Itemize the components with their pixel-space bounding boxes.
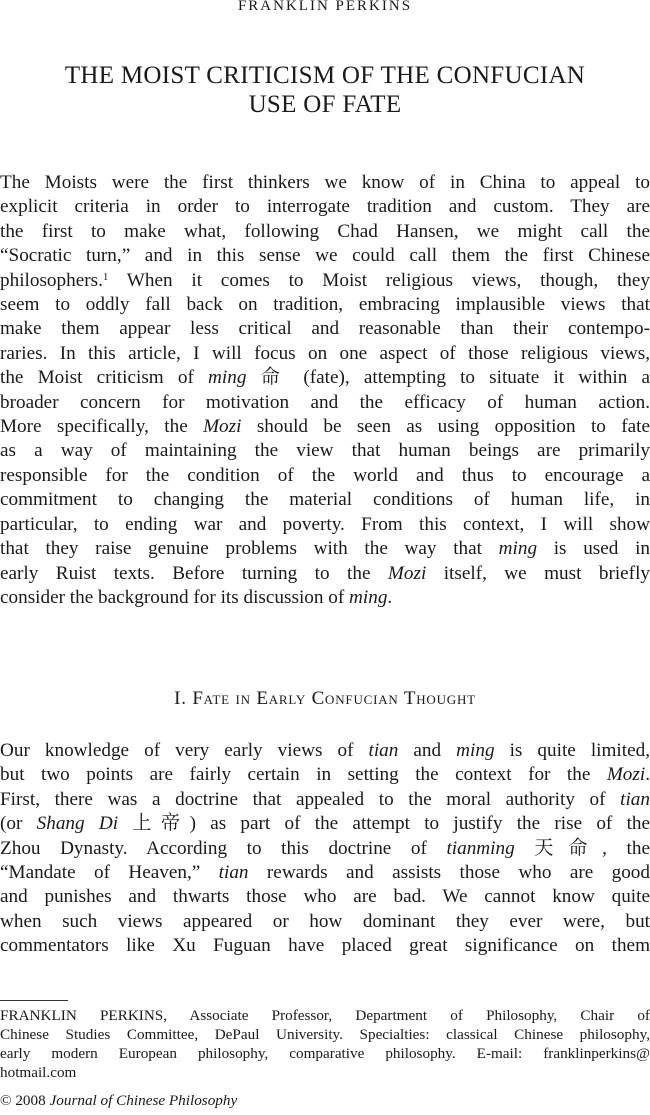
text-line bbox=[0, 739, 650, 763]
term-ming: ming bbox=[208, 367, 247, 389]
text-segment: , the bbox=[602, 837, 650, 859]
term-ming: ming bbox=[456, 740, 495, 761]
text-segment: should be seen as using opposition to fate bbox=[241, 416, 650, 438]
author-note-line: hotmail.com bbox=[0, 1064, 77, 1081]
text-line: The Moists were the first thinkers we know of in China to appeal to bbox=[0, 172, 650, 193]
text-segment: . bbox=[387, 586, 393, 608]
text-line bbox=[0, 812, 650, 836]
text-line: the first to make what, following Chad Hansen, we might call the bbox=[0, 220, 650, 242]
text-segment: philosophers. bbox=[0, 269, 103, 291]
text-line bbox=[0, 586, 650, 610]
text-line: raries. In this article, I will focus on one aspect of those religious views, bbox=[0, 342, 650, 364]
text-segment: rewards and assists those who are good bbox=[248, 862, 650, 884]
copyright-prefix: © 2008 bbox=[0, 1092, 50, 1109]
author-note-line: early modern European philosophy, comparative philosophy. E-mail: franklinperkins@ bbox=[0, 1045, 650, 1062]
text-segment: and bbox=[398, 740, 457, 761]
article-title-line-2: USE OF FATE bbox=[248, 91, 402, 118]
text-segment: the Moist criticism of bbox=[0, 367, 209, 389]
text-segment: that they raise genuine problems with the way that bbox=[0, 538, 499, 560]
term-mozi: Mozi bbox=[606, 764, 646, 786]
text-line bbox=[0, 837, 650, 861]
term-mozi: Mozi bbox=[203, 416, 242, 438]
text-line: when such views appeared or how dominant they ever were, but bbox=[0, 910, 650, 932]
text-line: broader concern for motivation and the efficacy of human action. bbox=[0, 391, 650, 413]
text-segment: is quite limited, bbox=[494, 740, 650, 761]
text-line: make them appear less critical and reasonable than their contempo- bbox=[0, 318, 650, 340]
text-segment: ) as part of the attempt to justify the rise of the bbox=[189, 813, 650, 835]
text-line bbox=[0, 269, 650, 293]
text-line bbox=[0, 861, 650, 885]
running-head: FRANKLIN PERKINS bbox=[237, 0, 413, 14]
copyright-line bbox=[0, 1091, 237, 1110]
text-line bbox=[0, 763, 650, 787]
text-line: as a way of maintaining the view that human beings are primarily bbox=[0, 440, 650, 462]
text-line: “Socratic turn,” and in this sense we could call them the first Chinese bbox=[0, 245, 650, 267]
text-line: commitment to changing the material conditions of human life, in bbox=[0, 489, 650, 511]
term-tian: tian bbox=[620, 788, 650, 810]
chinese-character: 天命 bbox=[514, 837, 603, 859]
section-title: Fate in Early Confucian Thought bbox=[192, 688, 476, 709]
section-number: I. bbox=[174, 688, 187, 709]
term-tian: tian bbox=[368, 740, 399, 761]
term-tian: tian bbox=[218, 862, 249, 884]
term-mozi: Mozi bbox=[387, 562, 427, 584]
text-line: commentators like Xu Fuguan have placed great significance on them bbox=[0, 935, 650, 957]
text-line bbox=[0, 415, 650, 439]
text-line: responsible for the condition of the world and thus to encourage a bbox=[0, 464, 650, 486]
intro-paragraph bbox=[0, 171, 650, 610]
article-title-line-1: THE MOIST CRITICISM OF THE CONFUCIAN bbox=[64, 62, 586, 89]
section-heading bbox=[0, 687, 650, 711]
term-ming: ming bbox=[349, 586, 388, 608]
author-note-line: FRANKLIN PERKINS, Associate Professor, Department of Philosophy, Chair of bbox=[0, 1007, 650, 1024]
section-1-paragraph bbox=[0, 739, 650, 959]
text-segment: consider the background for its discussion of bbox=[0, 586, 350, 608]
footnote-marker[interactable]: 1 bbox=[102, 270, 109, 283]
text-segment: Our knowledge of very early views of bbox=[0, 740, 369, 761]
text-segment: itself, we must briefly bbox=[426, 562, 650, 584]
text-segment: (or bbox=[0, 813, 37, 835]
text-segment: When it comes to Moist religious views, though, they bbox=[108, 269, 650, 291]
author-note bbox=[0, 1006, 650, 1082]
text-segment: but two points are fairly certain in setting the context for the bbox=[0, 764, 607, 786]
text-line: explicit criteria in order to interrogate tradition and custom. They are bbox=[0, 196, 650, 218]
text-line bbox=[0, 788, 650, 812]
text-line: particular, to ending war and poverty. From this context, I will show bbox=[0, 513, 650, 535]
text-segment: is used in bbox=[537, 538, 650, 560]
footnote-divider bbox=[0, 1000, 68, 1001]
text-line bbox=[0, 537, 650, 561]
term-shang-di: Shang Di bbox=[36, 813, 119, 835]
text-segment: More specifically, the bbox=[0, 416, 204, 438]
text-segment: “Mandate of Heaven,” bbox=[0, 862, 219, 884]
text-segment: early Ruist texts. Before turning to the bbox=[0, 562, 388, 584]
text-segment: First, there was a doctrine that appealed to the moral authority of bbox=[0, 788, 621, 810]
text-segment: Zhou Dynasty. According to this doctrine of bbox=[0, 837, 447, 859]
text-line: seem to oddly fall back on tradition, embracing implausible views that bbox=[0, 294, 650, 316]
chinese-character: 命 bbox=[246, 367, 290, 389]
author-note-line: Chinese Studies Committee, DePaul University. Specialties: classical Chinese philosophy, bbox=[0, 1026, 650, 1043]
text-line: and punishes and thwarts those who are bad. We cannot know quite bbox=[0, 886, 650, 908]
article-title bbox=[0, 61, 650, 119]
chinese-character: 上帝 bbox=[118, 813, 190, 835]
text-segment: (fate), attempting to situate it within a bbox=[289, 367, 650, 389]
text-segment: . bbox=[645, 764, 650, 786]
term-tianming: tianming bbox=[446, 837, 515, 859]
journal-name: Journal of Chinese Philosophy bbox=[49, 1092, 238, 1109]
text-line bbox=[0, 366, 650, 390]
term-ming: ming bbox=[498, 538, 538, 560]
text-line bbox=[0, 562, 650, 586]
